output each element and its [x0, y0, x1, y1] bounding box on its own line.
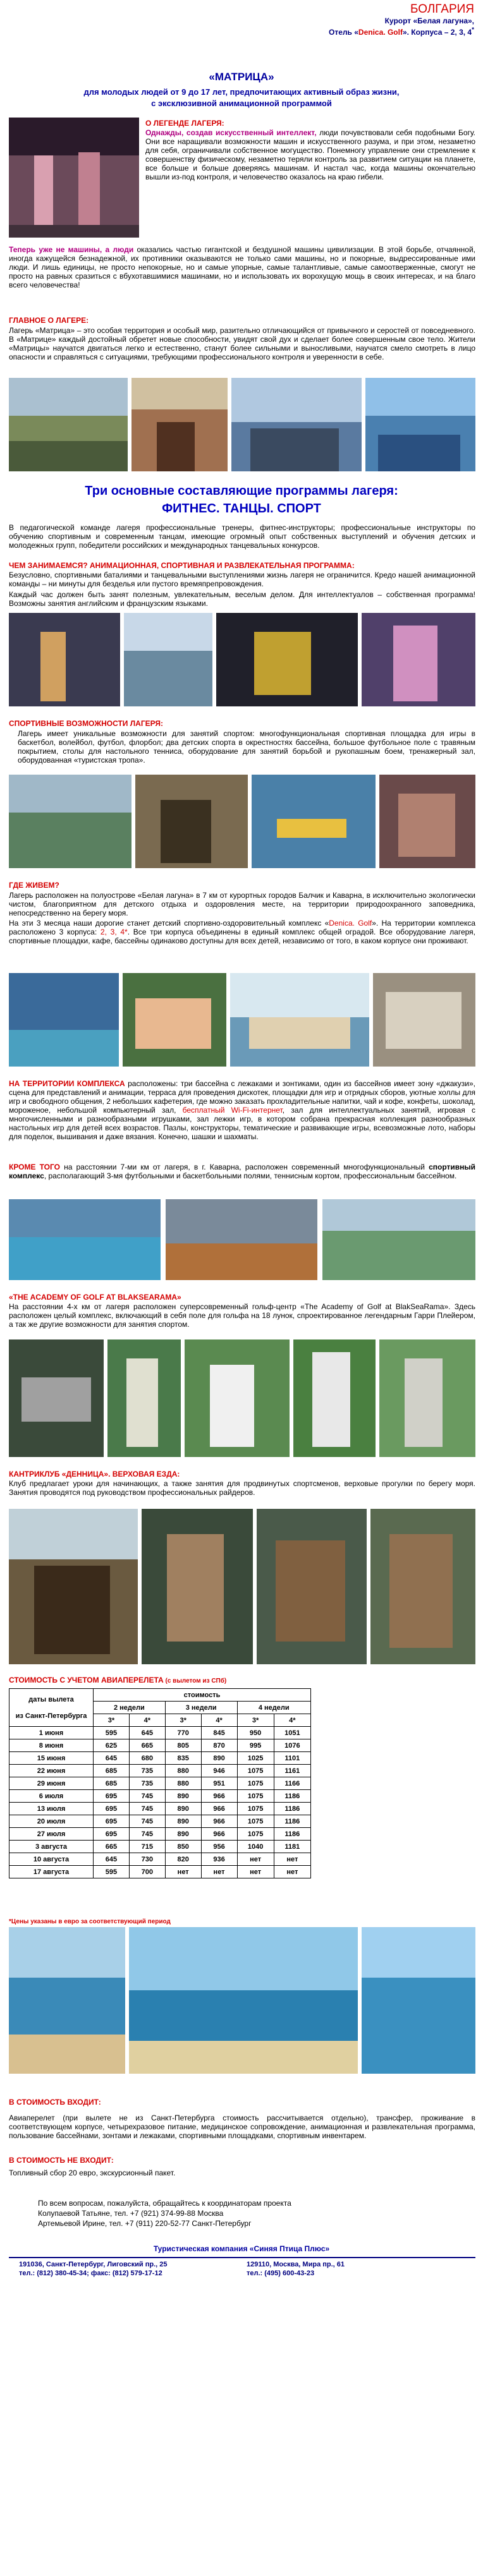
footer-addr-msk: 129110, Москва, Мира пр., 61 [247, 2261, 345, 2268]
where-text-2a: На эти 3 месяца наши дорогие станет детский спортивно-оздоровительный комплекс « [9, 919, 329, 928]
price-cell: 1075 [237, 1828, 274, 1841]
price-cell: 700 [129, 1866, 165, 1878]
price-cell: 880 [165, 1765, 201, 1777]
contacts-line-1: По всем вопросам, пожалуйста, обращайтесь к координаторам проекта [38, 2199, 291, 2208]
price-cell: 745 [129, 1803, 165, 1815]
price-cell: 946 [201, 1765, 237, 1777]
program-heading: ЧЕМ ЗАНИМАЕМСЯ? АНИМАЦИОННАЯ, СПОРТИВНАЯ И РАЗВЛЕКАТЕЛЬНАЯ ПРОГРАММА: [9, 561, 355, 570]
price-sub: 3* [237, 1714, 274, 1727]
photo-9 [9, 775, 131, 868]
price-date: 8 июня [9, 1739, 94, 1752]
table-row [9, 1752, 311, 1765]
where-buildings: 2, 3, 4* [100, 928, 128, 936]
price-cell: 625 [94, 1739, 130, 1752]
price-cell: 685 [94, 1777, 130, 1790]
not-included-text: Топливный сбор 20 евро, экскурсионный пакет. [9, 2168, 176, 2177]
legend-text-2 [9, 245, 475, 289]
price-cell: 695 [94, 1828, 130, 1841]
price-cell: 845 [201, 1727, 237, 1739]
around-sport-complex: спортивный комплекс [9, 1163, 475, 1180]
price-cell: 645 [94, 1752, 130, 1765]
price-heading [9, 1676, 226, 1684]
legend-heading: О ЛЕГЕНДЕ ЛАГЕРЯ: [145, 119, 224, 128]
photo-4 [365, 378, 475, 471]
photo-6 [124, 613, 212, 706]
price-cell: 1075 [237, 1765, 274, 1777]
photo-2 [131, 378, 228, 471]
price-cell: 1075 [237, 1777, 274, 1790]
photo-20 [9, 1339, 104, 1457]
hotel-name: Denica. Golf [358, 28, 403, 37]
riding-heading: КАНТРИКЛУБ «ДЕННИЦА». ВЕРХОВАЯ ЕЗДА: [9, 1470, 180, 1478]
price-cell: 745 [129, 1828, 165, 1841]
table-row [9, 1727, 311, 1739]
legend-lead: Однажды, создав искусственный интеллект, [145, 128, 317, 137]
price-cell: 890 [201, 1752, 237, 1765]
photo-18 [166, 1199, 317, 1280]
table-row [9, 1765, 311, 1777]
price-date: 13 июля [9, 1803, 94, 1815]
main-heading: ГЛАВНОЕ О ЛАГЕРЕ: [9, 316, 89, 325]
price-date: 3 августа [9, 1841, 94, 1853]
riding-text: Клуб предлагает уроки для начинающих, а также занятия для продвинутых спортсменов, верховые прогулки по берегу моря. Занятия проводятся под руководством профессиональных райдеров. [9, 1479, 475, 1497]
price-rows [9, 1727, 311, 1878]
price-cell: 1166 [274, 1777, 310, 1790]
photo-17 [9, 1199, 161, 1280]
price-cell: 645 [129, 1727, 165, 1739]
price-col-cost: стоимость [94, 1689, 311, 1702]
sport-heading: СПОРТИВНЫЕ ВОЗМОЖНОСТИ ЛАГЕРЯ: [9, 719, 163, 728]
golf-heading: «THE ACADEMY OF GOLF AT BLAKSEARAMA» [9, 1293, 181, 1302]
price-date: 17 августа [9, 1866, 94, 1878]
price-cell: 685 [94, 1765, 130, 1777]
price-cell: 770 [165, 1727, 201, 1739]
price-col-dates-2: из Санкт-Петербурга [15, 1712, 87, 1720]
price-cell: нет [274, 1853, 310, 1866]
photo-28 [370, 1509, 475, 1664]
price-cell: 1161 [274, 1765, 310, 1777]
price-date: 29 июня [9, 1777, 94, 1790]
photo-5 [9, 613, 120, 706]
price-cell: 1101 [274, 1752, 310, 1765]
price-cell: 645 [94, 1853, 130, 1866]
price-cell: 715 [129, 1841, 165, 1853]
hotel-suffix: ». Корпуса – 2, 3, 4 [402, 28, 472, 37]
photo-23 [293, 1339, 376, 1457]
price-cell: 735 [129, 1765, 165, 1777]
price-cell: 595 [94, 1866, 130, 1878]
price-cell: 890 [165, 1828, 201, 1841]
photo-15 [230, 973, 369, 1067]
photo-1 [9, 378, 128, 471]
price-date: 10 августа [9, 1853, 94, 1866]
photo-14 [123, 973, 226, 1067]
photo-12 [379, 775, 475, 868]
program-intro: В педагогической команде лагеря профессиональные тренеры, фитнес-инструкторы; профессиональные инструкторы по обучению спортивным и современным танцам, имеющие огромный опыт собственных выступлений и обучения детских и молодежных групп, победители российских и международных танцевальных конкурсов. [9, 523, 475, 550]
footer-tel-spb: тел.: (812) 380-45-34; факс: (812) 579-17-12 [19, 2270, 162, 2277]
price-sub: 4* [274, 1714, 310, 1727]
table-row [9, 1803, 311, 1815]
price-cell: 1025 [237, 1752, 274, 1765]
photo-10 [135, 775, 248, 868]
photo-26 [142, 1509, 253, 1664]
resort-line: Курорт «Белая лагуна», [384, 16, 474, 25]
price-cell: 735 [129, 1777, 165, 1790]
sport-text: Лагерь имеет уникальные возможности для занятий спортом: многофункциональная спортивная площадка для игры в баскетбол, волейбол, футбол, флорбол; два детских спорта в окрестностях бассейна, большое футбольное поле с травяным покрытием, столы для настольного тенниса, оборудование для занятий борьбой и рукопашным боем, тренажерный зал, оборудованная «туристская тропа». [18, 729, 475, 765]
camp-subtitle-1: для молодых людей от 9 до 17 лет, предпочитающих активный образ жизни, [83, 87, 400, 97]
price-sub: 3* [165, 1714, 201, 1727]
price-cell: 995 [237, 1739, 274, 1752]
price-cell: нет [165, 1866, 201, 1878]
price-cell: нет [237, 1853, 274, 1866]
territory-text [9, 1079, 475, 1141]
photo-11 [252, 775, 376, 868]
territory-text-b: , зал для интеллектуальных занятий, игровая с многочисленными и разнообразными игрушками, зал лежки игр, в котором собрана прекрасная коллекция разнообразных настольных игр для детей всех возрастов. Пазлы, конструкторы, тематические и развивающие игры, всевозможные лото, наборы для поделок, вышивания и даже вязания. Конечно, шашки и шахматы. [9, 1106, 475, 1141]
around-text [9, 1163, 475, 1180]
table-row [9, 1828, 311, 1841]
price-cell: 1186 [274, 1790, 310, 1803]
where-text-2c: ». На территории комплекса расположено 3 корпуса: [9, 919, 476, 936]
price-cell: 595 [94, 1727, 130, 1739]
price-cell: 1040 [237, 1841, 274, 1853]
price-note: *Цены указаны в евро за соответствующий период [9, 1918, 171, 1925]
around-heading: КРОМЕ ТОГО [9, 1163, 60, 1171]
photo-19 [322, 1199, 475, 1280]
price-cell: 956 [201, 1841, 237, 1853]
photo-21 [107, 1339, 181, 1457]
price-date: 15 июня [9, 1752, 94, 1765]
price-cell: нет [274, 1866, 310, 1878]
camp-title: «МАТРИЦА» [209, 71, 274, 83]
price-week-4: 4 недели [237, 1702, 311, 1714]
price-date: 27 июля [9, 1828, 94, 1841]
price-cell: 1186 [274, 1803, 310, 1815]
photo-8 [362, 613, 475, 706]
price-table [9, 1688, 311, 1878]
price-date: 22 июня [9, 1765, 94, 1777]
legend-photo [9, 118, 139, 238]
price-date: 6 июля [9, 1790, 94, 1803]
price-cell: 1076 [274, 1739, 310, 1752]
hotel-line [329, 27, 474, 37]
not-included-heading: В СТОИМОСТЬ НЕ ВХОДИТ: [9, 2156, 114, 2165]
photo-30 [129, 1927, 358, 2074]
photo-24 [379, 1339, 475, 1457]
legend-lead-2: Теперь уже не машины, а люди [9, 245, 134, 254]
program-subtitle: ФИТНЕС. ТАНЦЫ. СПОРТ [162, 502, 321, 516]
table-row [9, 1815, 311, 1828]
photo-31 [362, 1927, 475, 2074]
price-cell: 966 [201, 1790, 237, 1803]
where-text-2e: . Все три корпуса объединены в единый комплекс общей оградой. Все оборудование лагеря, спортивные площадки, кафе, бассейны одинаково доступны для всех детей, независимо от того, в каком корпусе они проживают. [9, 928, 476, 945]
where-hotel-name: Denica. Golf [329, 919, 372, 928]
main-text: Лагерь «Матрица» – это особая территория и особый мир, разительно отличающийся от привычного и серостей от повседневного. В «Матрице» каждый достойный обретет новые способности, увидят свой дух и сделает более совершенным свое тело. Жители «Матрицы» научатся двигаться легко и естественно, станут более сильными и выносливыми, научатся смело смотреть в лицо опасности и справляться с ситуациями, требующими профессионального контроля и уверенности в себе. [9, 326, 475, 361]
price-cell: 966 [201, 1828, 237, 1841]
price-cell: нет [201, 1866, 237, 1878]
price-cell: 890 [165, 1803, 201, 1815]
golf-text: На расстоянии 4-х км от лагеря расположен суперсовременный гольф-центр «The Academy of Golf at BlakSeaRama». Здесь расположен целый комплекс, включающий в себя поле для гольфа на 18 лунок, спроектированное легендарным Гарри Плейером, а так же другие возможности для занятия спортом. [9, 1302, 475, 1329]
footer-company: Туристическая компания «Синяя Птица Плюс» [153, 2244, 330, 2253]
price-cell: нет [237, 1866, 274, 1878]
table-row [9, 1777, 311, 1790]
price-cell: 880 [165, 1777, 201, 1790]
price-sub: 3* [94, 1714, 130, 1727]
program-text-2: Каждый час должен быть занят полезным, увлекательным, веселым делом. Для интеллектуалов – собственная программа! Возможны занятия английским и французским языками. [9, 590, 475, 608]
price-heading-note: (с вылетом из СПб) [163, 1678, 227, 1684]
footer-addr-spb: 191036, Санкт-Петербург, Лиговский пр., 25 [19, 2261, 168, 2268]
legend-body: люди почувствовали себя подобными Богу. Они все наращивали возможности машин и искусственного разума, и при этом, незаметно для себя, ограничивали собственное могущество. Понемногу управление они стремление к совершенству физическому, незаметно теряли контроль за развитием ситуации на планете, все больше и больше доверяясь машинам. И настал час, когда машины окончательно вышли из-под контроля, и человечество оказалось на краю гибели. [145, 128, 475, 181]
price-cell: 730 [129, 1853, 165, 1866]
footer-divider [9, 2257, 475, 2258]
photo-16 [373, 973, 475, 1067]
photo-25 [9, 1509, 138, 1664]
price-sub: 4* [129, 1714, 165, 1727]
price-sub: 4* [201, 1714, 237, 1727]
photo-3 [231, 378, 362, 471]
price-cell: 680 [129, 1752, 165, 1765]
price-week-3: 3 недели [165, 1702, 237, 1714]
camp-subtitle-2: с эксклюзивной анимационной программой [151, 99, 332, 108]
price-cell: 1075 [237, 1790, 274, 1803]
territory-wifi: бесплатный Wi-Fi-интернет [182, 1106, 283, 1115]
where-text-2 [9, 919, 475, 945]
price-cell: 890 [165, 1815, 201, 1828]
price-cell: 890 [165, 1790, 201, 1803]
around-text-a: на расстоянии 7-ми км от лагеря, в г. Каварна, расположен современный многофункциональный [59, 1163, 429, 1171]
table-row [9, 1841, 311, 1853]
photo-13 [9, 973, 119, 1067]
price-cell: 966 [201, 1815, 237, 1828]
hotel-prefix: Отель « [329, 28, 358, 37]
table-row [9, 1790, 311, 1803]
price-cell: 950 [237, 1727, 274, 1739]
around-text-c: , располагающий 3-мя футбольными и баскетбольными полями, теннисным кортом, профессиональным бассейном. [44, 1171, 457, 1180]
program-text-1: Безусловно, спортивными баталиями и танцевальными выступлениями жизнь лагеря не ограничится. Кредо нашей анимационной команды – ни минуты для безделья или пустого времяпрепровождения. [9, 571, 475, 588]
price-cell: 1186 [274, 1815, 310, 1828]
contacts-line-2: Колупаевой Татьяне, тел. +7 (921) 374-99-88 Москва [38, 2209, 224, 2218]
price-col-dates-1: даты вылета [28, 1695, 74, 1703]
table-row [9, 1866, 311, 1878]
where-text-1: Лагерь расположен на полуострове «Белая лагуна» в 7 км от курортных городов Балчик и Каварна, в исключительно экологически чистом, благоприятном для детского отдыха и оздоровления месте, на территории природоохранного заповедника, непосредственно на берегу моря. [9, 891, 475, 917]
price-cell: 1075 [237, 1803, 274, 1815]
price-cell: 820 [165, 1853, 201, 1866]
table-row [9, 1739, 311, 1752]
price-cell: 870 [201, 1739, 237, 1752]
legend-text [145, 128, 475, 181]
price-cell: 745 [129, 1790, 165, 1803]
table-row [9, 1853, 311, 1866]
price-cell: 695 [94, 1815, 130, 1828]
price-col-dates [9, 1689, 94, 1727]
price-cell: 665 [94, 1841, 130, 1853]
price-cell: 1075 [237, 1815, 274, 1828]
photo-22 [185, 1339, 290, 1457]
price-cell: 805 [165, 1739, 201, 1752]
price-cell: 695 [94, 1790, 130, 1803]
footer-tel-msk: тел.: (495) 600-43-23 [247, 2270, 315, 2277]
hotel-stars: * [472, 27, 474, 33]
contacts-line-3: Артемьевой Ирине, тел. +7 (911) 220-52-77 Санкт-Петербург [38, 2219, 252, 2228]
legend-body-2: оказались частью гигантской и бездушной машины цивилизации. В этой борьбе, отчаянной, иногда кажущейся безнадежной, их противники оказываются не только сами машины, но и покорные, выдрессированные ими люди. И лишь единицы, не просто непокорные, но и самые упорные, самые талантливые, самые самоотверженные, смогут не просто на равных сразиться с вбухотавшимися машинами, но и использовать их ворохущую мощь в своих интересах, и на благо всего человечества! [9, 245, 475, 289]
price-cell: 835 [165, 1752, 201, 1765]
price-cell: 745 [129, 1815, 165, 1828]
photo-27 [257, 1509, 367, 1664]
price-cell: 936 [201, 1853, 237, 1866]
included-text: Авиаперелет (при вылете не из Санкт-Петербурга стоимость рассчитывается отдельно), трансфер, проживание в соответствующем корпусе, четырехразовое питание, медицинское сопровождение, анимационная и развлекательная программа, пользование бассейнами, зонтами и лежаками, спортивными площадками, спортивным инвентарем. [9, 2113, 475, 2140]
photo-7 [216, 613, 358, 706]
price-cell: 1051 [274, 1727, 310, 1739]
price-date: 1 июня [9, 1727, 94, 1739]
territory-text-a: расположены: три бассейна с лежаками и зонтиками, один из бассейнов имеет зону «джакузи», сцена для представлений и анимации, терраса для проведения дискотек, площадки для игр и отрядных сборов, уютные холлы для игр и свободного общения, 2 небольших кафетерия, где можно заказать прохладительные напитки, чай и кофе, конфеты, шоколад, мороженое, небольшой компьютерный зал, [9, 1079, 475, 1115]
country-title: БОЛГАРИЯ [410, 3, 474, 16]
price-date: 20 июля [9, 1815, 94, 1828]
price-cell: 966 [201, 1803, 237, 1815]
price-cell: 1186 [274, 1828, 310, 1841]
price-cell: 951 [201, 1777, 237, 1790]
program-title: Три основные составляющие программы лагеря: [85, 484, 398, 498]
price-heading-main: СТОИМОСТЬ С УЧЕТОМ АВИАПЕРЕЛЕТА [9, 1676, 164, 1684]
territory-heading: НА ТЕРРИТОРИИ КОМПЛЕКСА [9, 1079, 125, 1088]
photo-29 [9, 1927, 125, 2074]
where-heading: ГДЕ ЖИВЕМ? [9, 881, 59, 890]
price-cell: 850 [165, 1841, 201, 1853]
price-week-2: 2 недели [94, 1702, 166, 1714]
price-cell: 665 [129, 1739, 165, 1752]
price-cell: 695 [94, 1803, 130, 1815]
price-cell: 1181 [274, 1841, 310, 1853]
included-heading: В СТОИМОСТЬ ВХОДИТ: [9, 2098, 101, 2107]
